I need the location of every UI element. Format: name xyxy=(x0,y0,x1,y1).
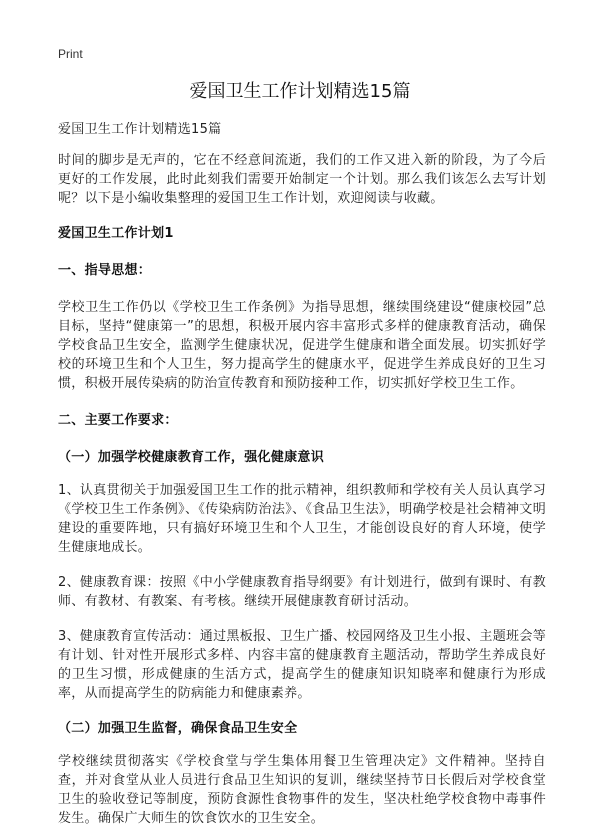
list-item: 3、健康教育宣传活动：通过黑板报、卫生广播、校园网络及卫生小报、主题班会等有计划、针对性开展形式多样、内容丰富的健康教育主题活动，帮助学生养成良好的卫生习惯，形成健康的生活方式，提高学生的健康知识知晓率和健康行为形成率，从而提高学生的防病能力和健康素养。 xyxy=(58,629,546,701)
subsection-heading-food-safety: （二）加强卫生监督，确保食品卫生安全 xyxy=(58,721,298,736)
list-item: 2、健康教育课：按照《中小学健康教育指导纲要》有计划进行，做到有课时、有教师、有教材、有教案、有考核。继续开展健康教育研讨活动。 xyxy=(58,575,546,609)
subsection-paragraph-food-safety: 学校继续贯彻落实《学校食堂与学生集体用餐卫生管理决定》文件精神。坚持自查，并对食堂从业人员进行食品卫生知识的复训，继续坚持节日长假后对学校食堂卫生的验收登记等制度，预防食源性食物事件的发生，坚决杜绝学校食物中毒事件发生。确保广大师生的饮食饮水的卫生安全。 xyxy=(58,754,546,826)
subsection-heading-health-education: （一）加强学校健康教育工作，强化健康意识 xyxy=(58,450,325,465)
document-subtitle: 爱国卫生工作计划精选15篇 xyxy=(58,122,222,137)
intro-paragraph: 时间的脚步是无声的，它在不经意间流逝，我们的工作又进入新的阶段，为了今后更好的工作发展，此时此刻我们需要开始制定一个计划。那么我们该怎么去写计划呢？以下是小编收集整理的爱国卫生工作计划，欢迎阅读与收藏。 xyxy=(58,153,546,206)
page-title: 爱国卫生工作计划精选15篇 xyxy=(189,81,411,102)
document-body xyxy=(58,120,546,828)
list-item: 1、认真贯彻关于加强爱国卫生工作的批示精神，组织教师和学校有关人员认真学习《学校卫生工作条例》、《传染病防治法》、《食品卫生法》，明确学校是社会精神文明建设的重要阵地，只有搞好环境卫生和个人卫生，才能创设良好的育人环境，使学生健康地成长。 xyxy=(58,483,546,555)
print-link[interactable]: Print xyxy=(58,47,83,61)
plan-heading: 爱国卫生工作计划1 xyxy=(58,226,174,241)
section-heading-guiding-ideology: 一、指导思想： xyxy=(58,263,152,278)
section-paragraph-guiding-ideology: 学校卫生工作仍以《学校卫生工作条例》为指导思想，继续围绕建设“健康校园”总目标，坚持“健康第一”的思想，积极开展内容丰富形式多样的健康教育活动，确保学校食品卫生安全，监测学生健康状况，促进学生健康和谐全面发展。切实抓好学校的环境卫生和个人卫生，努力提高学生的健康水平，促进学生养成良好的卫生习惯，积极开展传染病的防治宣传教育和预防接种工作，切实抓好学校卫生工作。 xyxy=(58,300,546,391)
section-heading-main-requirements: 二、主要工作要求： xyxy=(58,413,178,428)
